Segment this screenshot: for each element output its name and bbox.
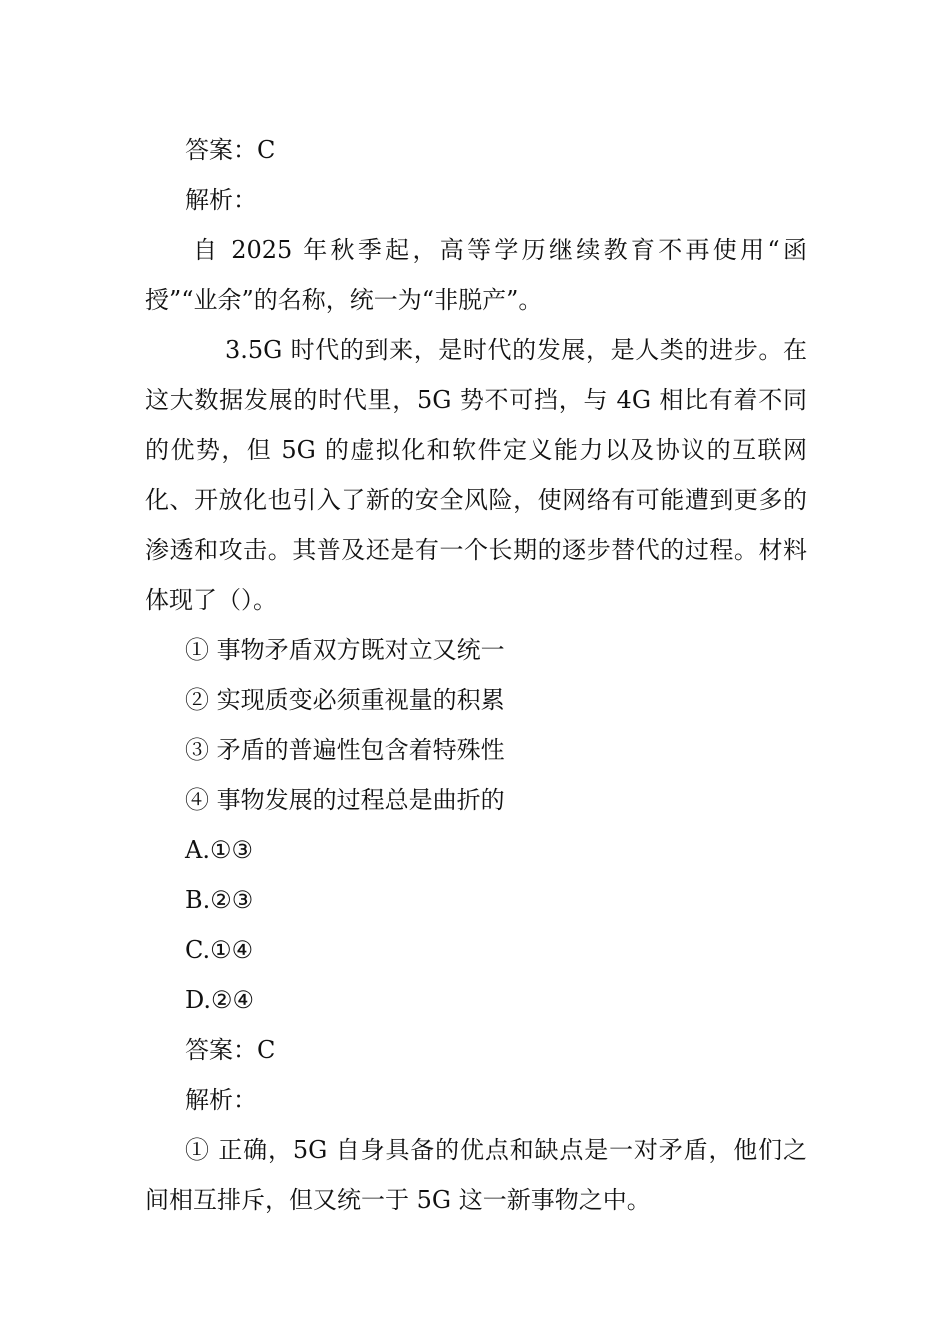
answer-line: 答案：C: [185, 136, 276, 164]
option-c: C.①④: [185, 936, 254, 964]
answer-line-2: 答案：C: [185, 1036, 276, 1064]
option-b: B.②③: [185, 886, 254, 914]
option-a: A.①③: [185, 836, 253, 864]
statement-1: ① 事物矛盾双方既对立又统一: [185, 636, 505, 664]
statement-3: ③ 矛盾的普遍性包含着特殊性: [185, 736, 505, 764]
analysis-paragraph: 自 2025 年秋季起，高等学历继续教育不再使用“函授”“业余”的名称，统一为“非脱产”。: [145, 236, 807, 314]
document-page: [145, 125, 807, 1225]
statement-4: ④ 事物发展的过程总是曲折的: [185, 786, 505, 814]
analysis-paragraph-2: ① 正确，5G 自身具备的优点和缺点是一对矛盾，他们之间相互排斥，但又统一于 5G 这一新事物之中。: [145, 1136, 807, 1214]
analysis-label-2: 解析：: [185, 1086, 257, 1114]
option-d: D.②④: [185, 986, 255, 1014]
question-stem: 3.5G 时代的到来，是时代的发展，是人类的进步。在这大数据发展的时代里，5G 势不可挡，与 4G 相比有着不同的优势，但 5G 的虚拟化和软件定义能力以及协议的互联网化、开放化也引入了新的安全风险，使网络有可能遭到更多的渗透和攻击。其普及还是有一个长期的逐步替代的过程。材料体现了（）。: [145, 336, 807, 614]
statement-2: ② 实现质变必须重视量的积累: [185, 686, 505, 714]
analysis-label: 解析：: [185, 186, 257, 214]
